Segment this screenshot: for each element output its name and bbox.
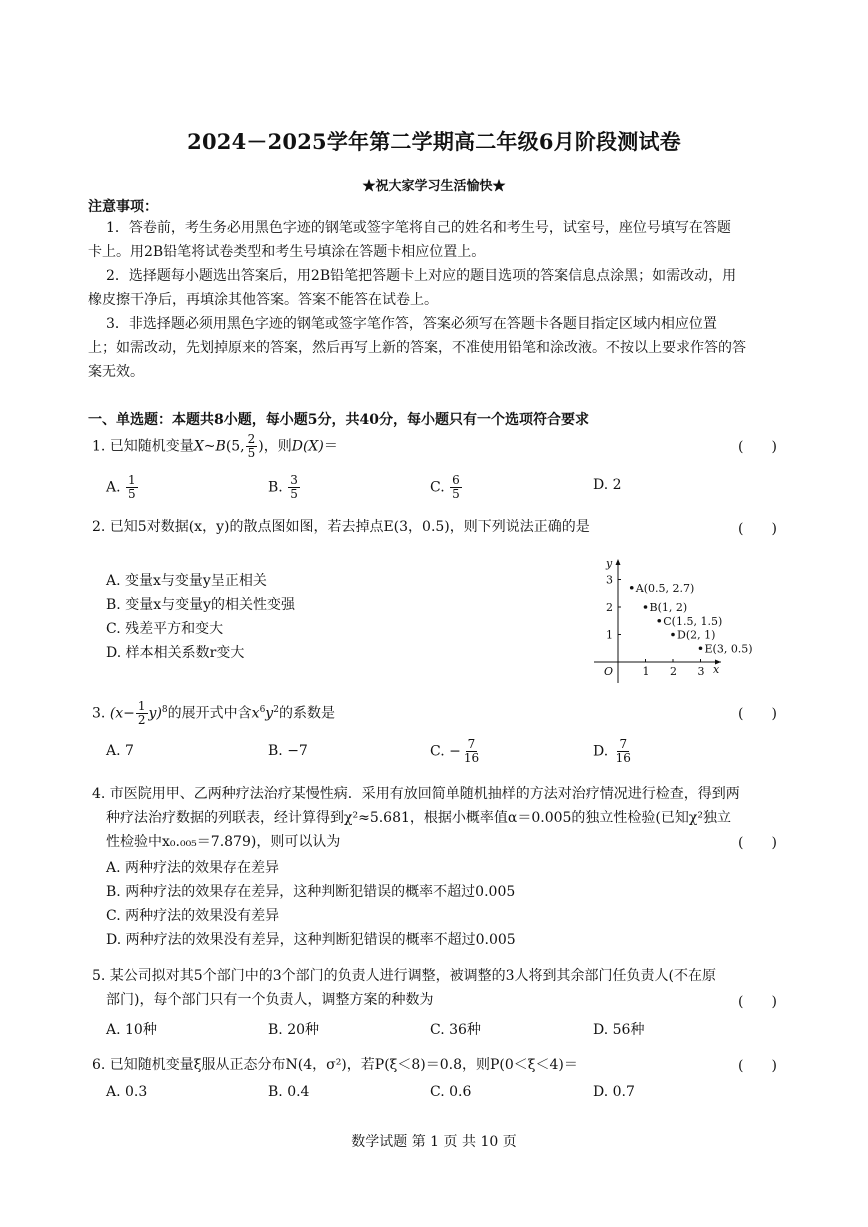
data-point [699,646,703,650]
question-4-line: 种疗法治疗数据的列联表，经计算得到χ²≈5.681，根据小概率值α＝0.005的独立性检验(已知χ²独立 [106,810,731,826]
origin-label: O [604,665,614,678]
option-a: A. 10种 [106,1022,157,1038]
option-b: B. 0.4 [268,1084,310,1100]
answer-paren: ( ) [738,1058,777,1074]
question-3-stem: 3. (x− $\frac{1}{2}$ y)$^8$的展开式中含$x^6y^2$的系数是 [92,699,335,728]
question-1-stem: 1. 已知随机变量X~B(5, $\frac{2}{5}$ )，则D(X)＝ [92,432,338,460]
data-point-label: D(2, 1) [677,628,716,642]
option-b: B. −7 [268,743,308,759]
answer-paren: ( ) [738,835,777,851]
option-c: C. − $\frac{7}{16}$ [430,737,480,765]
data-point-label: B(1, 2) [649,601,688,614]
page-footer: 数学试题 第 1 页 共 10 页 [351,1134,517,1150]
option-a: A. 0.3 [106,1084,148,1100]
answer-paren: ( ) [738,521,777,537]
y-axis-arrow [616,559,621,565]
question-6-stem: 6. 已知随机变量ξ服从正态分布N(4，σ²)，若P(ξ＜8)＝0.8，则P(0＜ξ＜4)＝ [92,1057,578,1073]
note-line: 3．非选择题必须用黑色字迹的钢笔或签字笔作答，答案必须写在答题卡各题目指定区域内相应位置 [106,316,717,332]
option-c: C. 两种疗法的效果没有差异 [106,908,280,924]
data-point [671,633,675,637]
question-5-line: 5. 某公司拟对其5个部门中的3个部门的负责人进行调整，被调整的3人将到其余部门任负责人(不在原 [92,968,716,984]
x-tick-label: 3 [697,665,705,678]
answer-paren: ( ) [738,439,777,455]
note-line: 卡上。用2B铅笔将试卷类型和考生号填涂在答题卡相应位置上。 [88,244,486,260]
answer-paren: ( ) [738,706,777,722]
x-axis-label: x [713,663,720,676]
option-b: B. 两种疗法的效果存在差异，这种判断犯错误的概率不超过0.005 [106,884,516,900]
y-tick-label: 1 [606,628,613,642]
x-tick-label: 1 [642,665,650,678]
data-points [630,582,753,656]
option-d: D. 样本相关系数r变大 [106,645,245,661]
note-line: 案无效。 [88,364,144,380]
data-point-label: A(0.5, 2.7) [635,581,695,595]
y-axis-label: y [606,557,613,570]
fraction: $\frac{2}{5}$ [247,432,256,460]
option-b: B. 20种 [268,1022,320,1038]
option-c: C. 36种 [430,1022,481,1038]
note-line: 2．选择题每小题选出答案后，用2B铅笔把答题卡上对应的题目选项的答案信息点涂黑；如需改动，用 [106,268,737,284]
option-b: B. $\frac{3}{5}$ [268,473,298,501]
page-title: 2024－2025学年第二学期高二年级6月阶段测试卷 [187,129,681,154]
option-d: D. 2 [593,477,622,493]
data-point [644,605,648,609]
option-c: C. 残差平方和变大 [106,621,224,637]
motto: ★祝大家学习生活愉快★ [362,179,506,194]
option-d: D. $\frac{7}{16}$ [593,737,631,765]
data-point-label: E(3, 0.5) [704,642,753,656]
y-tick-label: 2 [606,601,613,614]
option-b: B. 变量x与变量y的相关性变强 [106,597,295,613]
note-line: 橡皮擦干净后，再填涂其他答案。答案不能答在试卷上。 [88,292,438,308]
option-c: C. 0.6 [430,1084,472,1100]
option-a: A. $\frac{1}{5}$ [106,473,136,501]
question-4-line: 4. 市医院用甲、乙两种疗法治疗某慢性病．采用有放回简单随机抽样的方法对治疗情况进行检查，得到两 [92,786,740,802]
scatter-plot [588,545,764,687]
question-2-stem: 2. 已知5对数据(x，y)的散点图如图，若去掉点E(3，0.5)，则下列说法正确的是 [92,519,590,535]
data-point [630,586,634,590]
option-a: A. 7 [106,743,134,759]
data-point-label: C(1.5, 1.5) [663,614,723,628]
data-point [657,619,661,623]
y-tick-label: 3 [606,573,613,587]
option-d: D. 0.7 [593,1084,635,1100]
notes-heading: 注意事项： [88,199,158,215]
section-heading: 一、单选题：本题共8小题，每小题5分，共40分，每小题只有一个选项符合要求 [88,412,589,428]
option-a: A. 两种疗法的效果存在差异 [106,860,280,876]
question-4-line: 性检验中x₀.₀₀₅＝7.879)，则可以认为 [106,834,341,850]
option-a: A. 变量x与变量y呈正相关 [106,573,267,589]
note-line: 1．答卷前，考生务必用黑色字迹的钢笔或签字笔将自己的姓名和考生号，试室号，座位号填写在答题 [106,220,731,236]
option-d: D. 56种 [593,1022,645,1038]
option-d: D. 两种疗法的效果没有差异，这种判断犯错误的概率不超过0.005 [106,932,516,948]
question-5-line: 部门)，每个部门只有一个负责人，调整方案的种数为 [106,992,434,1008]
option-c: C. $\frac{6}{5}$ [430,473,460,501]
note-line: 上；如需改动，先划掉原来的答案，然后再写上新的答案，不准使用铅笔和涂改液。不按以上要求作答的答 [88,340,746,356]
answer-paren: ( ) [738,994,777,1010]
x-tick-label: 2 [670,665,677,678]
